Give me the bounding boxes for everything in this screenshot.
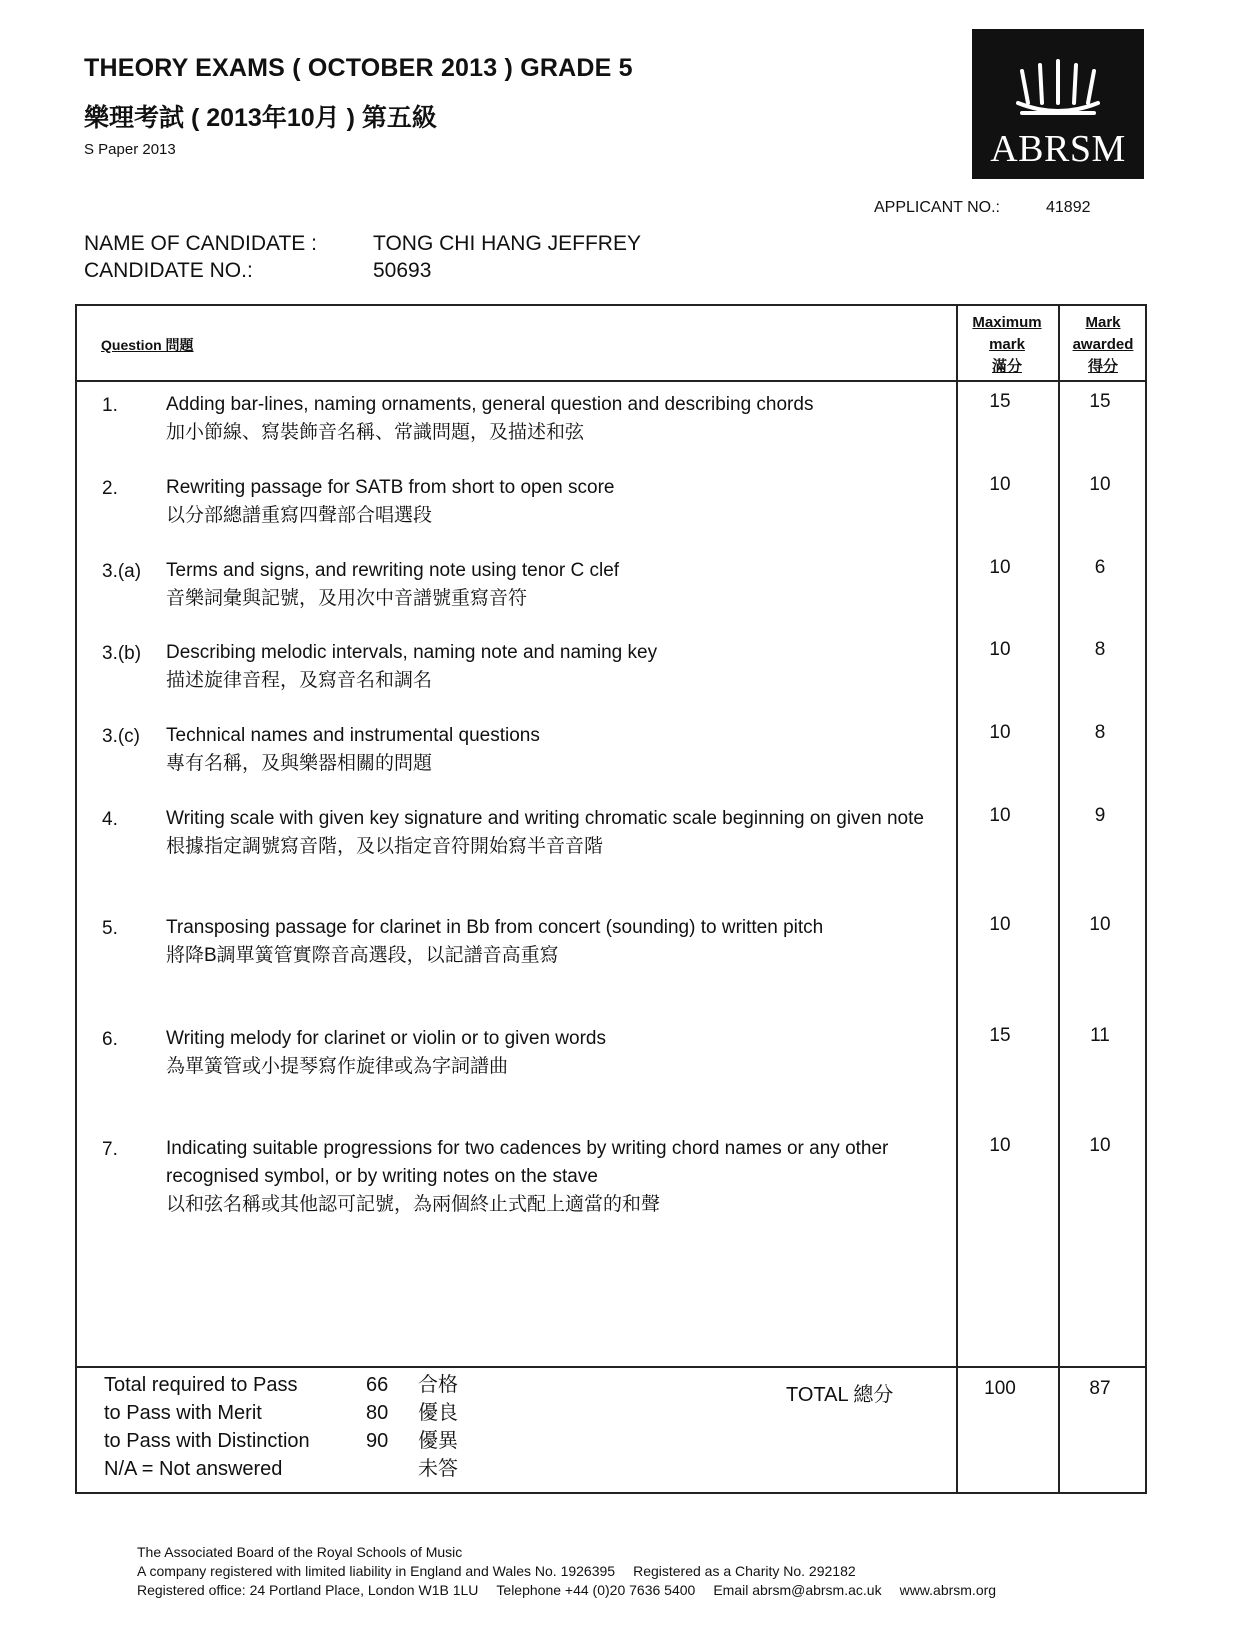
pass-label: Total required to Pass — [104, 1374, 298, 1396]
question-number: 6. — [102, 1029, 118, 1050]
awarded-mark: 9 — [1094, 805, 1106, 826]
question-header: Question 問題 — [101, 337, 194, 353]
max-mark-header: Maximum mark 滿分 — [972, 314, 1042, 375]
exam-title-chinese: 樂理考試 ( 2013年10月 ) 第五級 — [84, 104, 437, 132]
footer-line-1: The Associated Board of the Royal Schools of Music — [137, 1544, 463, 1560]
question-text: Describing melodic intervals, naming note and naming key 描述旋律音程，及寫音名和調名 — [166, 642, 658, 691]
question-text: Rewriting passage for SATB from short to open score 以分部總譜重寫四聲部合唱選段 — [166, 477, 615, 526]
question-number: 2. — [102, 478, 118, 499]
question-number: 3.(b) — [102, 643, 142, 664]
merit-label-chinese: 優良 — [418, 1402, 458, 1424]
awarded-mark: 8 — [1094, 722, 1106, 743]
not-answered-label-chinese: 未答 — [418, 1458, 458, 1480]
max-column-divider — [956, 304, 958, 1494]
awarded-mark: 10 — [1089, 1135, 1111, 1156]
not-answered-label: N/A = Not answered — [104, 1458, 283, 1480]
candidate-number-label: CANDIDATE NO.: — [84, 259, 253, 282]
crown-icon — [1012, 59, 1104, 123]
abrsm-logo — [972, 29, 1144, 179]
question-number: 5. — [102, 918, 118, 939]
pass-label-chinese: 合格 — [418, 1374, 458, 1396]
question-text: Writing scale with given key signature and writing chromatic scale beginning on given note 根據指定調號寫音階，及以指定音符開始寫半音音階 — [166, 808, 924, 857]
max-mark: 15 — [989, 391, 1011, 412]
max-mark: 10 — [989, 474, 1011, 495]
merit-mark: 80 — [366, 1402, 389, 1424]
header-divider — [75, 380, 1147, 382]
max-mark: 10 — [989, 1135, 1011, 1156]
awarded-mark: 10 — [1089, 914, 1111, 935]
applicant-label: APPLICANT NO.: — [874, 199, 1000, 216]
candidate-name-label: NAME OF CANDIDATE : — [84, 232, 317, 255]
question-number: 3.(c) — [102, 726, 140, 747]
total-max-mark: 100 — [984, 1378, 1016, 1399]
distinction-label-chinese: 優異 — [418, 1430, 458, 1452]
distinction-label: to Pass with Distinction — [104, 1430, 310, 1452]
merit-label: to Pass with Merit — [104, 1402, 262, 1424]
logo-text: ABRSM — [990, 128, 1126, 170]
awarded-mark: 8 — [1094, 639, 1106, 660]
question-text: Technical names and instrumental questions 專有名稱，及與樂器相關的問題 — [166, 725, 540, 774]
max-mark: 10 — [989, 914, 1011, 935]
max-mark: 10 — [989, 722, 1011, 743]
awarded-mark: 11 — [1090, 1025, 1110, 1046]
question-text: Writing melody for clarinet or violin or to given words 為單簧管或小提琴寫作旋律或為字詞譜曲 — [166, 1028, 606, 1077]
footer-line-3: Registered office: 24 Portland Place, London W1B 1LU Telephone +44 (0)20 7636 5400 Email abrsm@abrsm.ac.uk www.abrsm.org — [137, 1582, 997, 1598]
question-number: 3.(a) — [102, 561, 142, 582]
footer-divider — [75, 1366, 1147, 1368]
exam-title: THEORY EXAMS ( OCTOBER 2013 ) GRADE 5 — [84, 54, 633, 82]
question-number: 7. — [102, 1139, 118, 1160]
question-number: 1. — [102, 395, 118, 416]
max-mark: 10 — [989, 805, 1011, 826]
paper-label: S Paper 2013 — [84, 141, 176, 158]
question-text: Transposing passage for clarinet in Bb from concert (sounding) to written pitch 將降B調單簧管實際音高選段，以記譜音高重寫 — [166, 917, 824, 966]
question-text: Indicating suitable progressions for two cadences by writing chord names or any other recognised symbol, or by writing notes on the stave 以和弦名稱或其他認可記號，為兩個終止式配上適當的和聲 — [166, 1138, 889, 1215]
mark-awarded-header: Mark awarded 得分 — [1072, 314, 1134, 375]
applicant-number: 41892 — [1046, 199, 1091, 216]
pass-mark: 66 — [366, 1374, 389, 1396]
question-text: Terms and signs, and rewriting note using tenor C clef 音樂詞彙與記號，及用次中音譜號重寫音符 — [166, 560, 620, 609]
candidate-number: 50693 — [373, 259, 432, 282]
question-number: 4. — [102, 809, 118, 830]
page-footer — [137, 1543, 1014, 1600]
total-awarded-mark: 87 — [1089, 1378, 1111, 1399]
footer-line-2: A company registered with limited liability in England and Wales No. 1926395 Registered as a Charity No. 292182 — [137, 1563, 856, 1579]
max-mark: 10 — [989, 639, 1011, 660]
question-text: Adding bar-lines, naming ornaments, general question and describing chords 加小節線、寫裝飾音名稱、常識問題，及描述和弦 — [166, 394, 814, 443]
awarded-mark: 6 — [1094, 557, 1106, 578]
total-label: TOTAL 總分 — [786, 1384, 894, 1406]
awarded-mark: 15 — [1089, 391, 1111, 412]
candidate-name: TONG CHI HANG JEFFREY — [373, 232, 641, 255]
distinction-mark: 90 — [366, 1430, 389, 1452]
awarded-column-divider — [1058, 304, 1060, 1494]
awarded-mark: 10 — [1089, 474, 1111, 495]
max-mark: 10 — [989, 557, 1011, 578]
max-mark: 15 — [989, 1025, 1011, 1046]
